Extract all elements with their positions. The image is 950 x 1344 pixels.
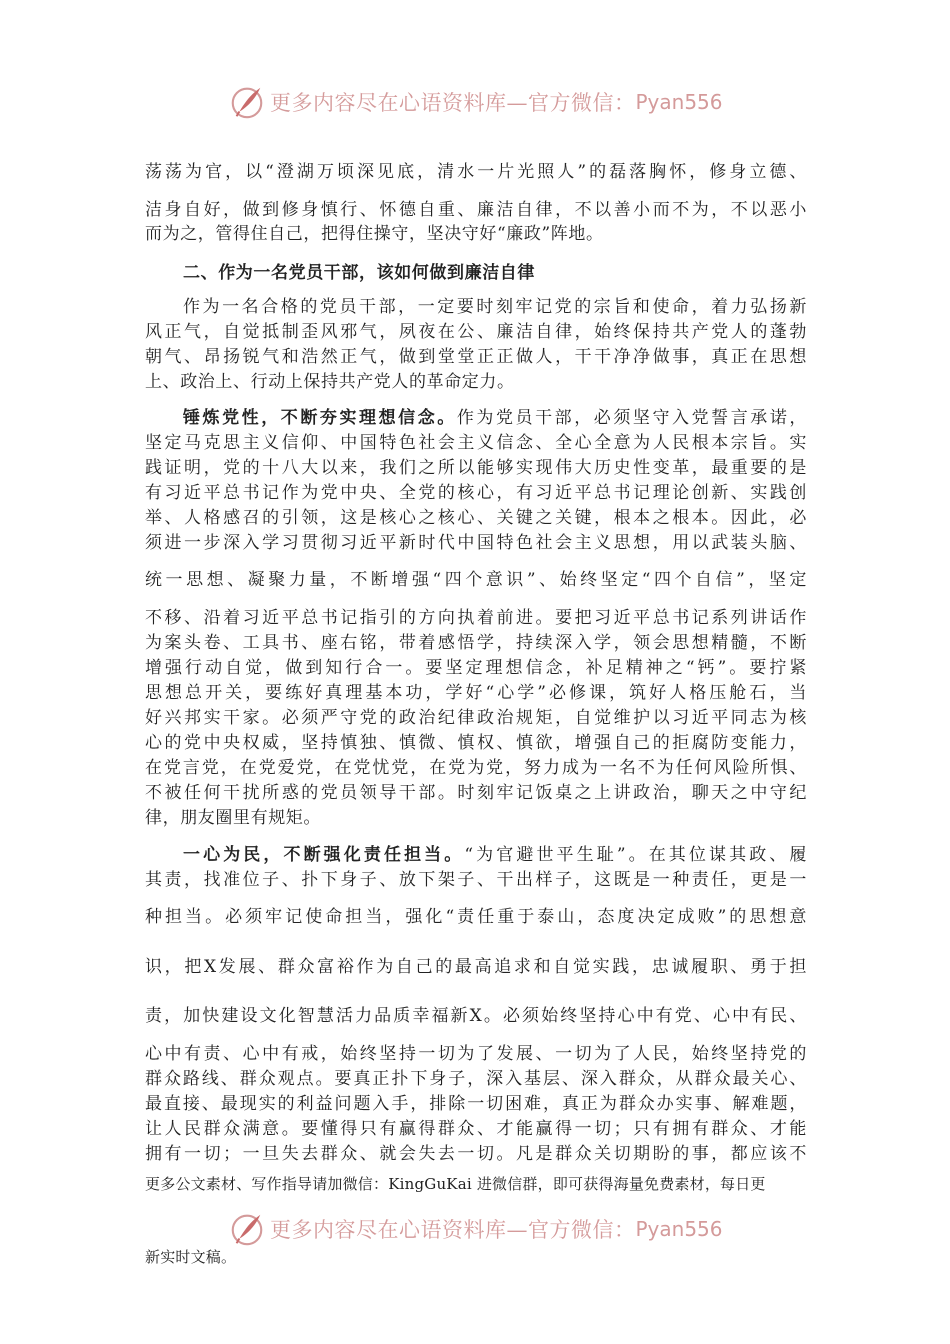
text-line: 好兴邦实干家。必须严守党的政治纪律政治规矩，自觉维护以习近平同志为核 (145, 708, 807, 728)
text-line: 坚定马克思主义信仰、中国特色社会主义信念、全心全意为人民根本宗旨。实 (145, 433, 807, 453)
text-line: 风正气，自觉抵制歪风邪气，夙夜在公、廉洁自律，始终保持共产党人的蓬勃 (145, 322, 807, 342)
lead-rest: “为官避世平生耻”。在其位谋其政、履 (464, 845, 807, 865)
banner-wechat-id: Pyan556 (635, 90, 723, 114)
header-watermark (228, 82, 723, 122)
text-line: 而为之，管得住自己，把得住操守，坚决守好“廉政”阵地。 (145, 224, 604, 244)
paragraph-lead-line (183, 407, 807, 429)
text-line: 增强行动自觉，做到知行合一。要坚定理想信念，补足精神之“钙”。要拧紧 (145, 658, 807, 678)
text-line: 心中有责、心中有戒，始终坚持一切为了发展、一切为了人民，始终坚持党的 (145, 1044, 807, 1064)
text-line: 种担当。必须牢记使命担当，强化“责任重于泰山，态度决定成败”的思想意 (145, 907, 807, 927)
footer-watermark (228, 1209, 723, 1249)
text-line: 不移、沿着习近平总书记指引的方向执着前进。要把习近平总书记系列讲话作 (145, 608, 807, 628)
text-line: 拥有一切；一旦失去群众、就会失去一切。凡是群众关切期盼的事，都应该不 (145, 1144, 807, 1164)
text-line: 荡荡为官，以“澄湖万顷深见底，清水一片光照人”的磊落胸怀，修身立德、 (145, 162, 807, 182)
text-line: 有习近平总书记作为党中央、全党的核心，有习近平总书记理论创新、实践创 (145, 483, 807, 503)
text-line: 朝气、昂扬锐气和浩然正气，做到堂堂正正做人，干干净净做事，真正在思想 (145, 347, 807, 367)
text-line: 识，把X发展、群众富裕作为自己的最高追求和自觉实践，忠诚履职、勇于担 (145, 957, 807, 977)
footer-promo-text: 更多公文素材、写作指导请加微信：KingGuKai 进微信群，即可获得海量免费素材，每日更 (145, 1175, 766, 1193)
text-line: 让人民群众满意。要懂得只有赢得群众、才能赢得一切；只有拥有群众、才能 (145, 1119, 807, 1139)
text-line: 其责，找准位子、扑下身子、放下架子、干出样子，这既是一种责任，更是一 (145, 870, 807, 890)
lead-phrase: 锤炼党性，不断夯实理想信念。 (183, 408, 457, 428)
quill-logo-icon (228, 83, 266, 121)
text-line: 为案头卷、工具书、座右铭，带着感悟学，持续深入学，领会思想精髓，不断 (145, 633, 807, 653)
text-line: 在党言党，在党爱党，在党忧党，在党为党，努力成为一名不为任何风险所惧、 (145, 758, 807, 778)
quill-logo-icon (228, 1210, 266, 1248)
text-line: 律，朋友圈里有规矩。 (145, 808, 321, 828)
text-line: 最直接、最现实的利益问题入手，排除一切困难，真正为群众办实事、解难题， (145, 1094, 807, 1114)
text-line: 统一思想、凝聚力量，不断增强“四个意识”、始终坚定“四个自信”，坚定 (145, 570, 807, 590)
footer-promo-text-end: 新实时文稿。 (145, 1248, 237, 1266)
text-line: 作为一名合格的党员干部，一定要时刻牢记党的宗旨和使命，着力弘扬新 (183, 297, 807, 317)
text-line: 责，加快建设文化智慧活力品质幸福新X。必须始终坚持心中有党、心中有民、 (145, 1006, 807, 1026)
text-line: 心的党中央权威，坚持慎独、慎微、慎权、慎欲，增强自己的拒腐防变能力， (145, 733, 807, 753)
text-line: 上、政治上、行动上保持共产党人的革命定力。 (145, 372, 515, 392)
text-line: 不被任何干扰所惑的党员领导干部。时刻牢记饭桌之上讲政治，聊天之中守纪 (145, 783, 807, 803)
text-line: 洁身自好，做到修身慎行、怀德自重、廉洁自律，不以善小而不为，不以恶小 (145, 200, 807, 220)
paragraph-lead-line (183, 844, 807, 866)
text-line: 须进一步深入学习贯彻习近平新时代中国特色社会主义思想，用以武装头脑、 (145, 533, 807, 553)
lead-phrase: 一心为民，不断强化责任担当。 (183, 845, 465, 865)
banner-text: 更多内容尽在心语资料库—官方微信： (270, 91, 636, 115)
text-line: 践证明，党的十八大以来，我们之所以能够实现伟大历史性变革，最重要的是 (145, 458, 807, 478)
section-heading: 二、作为一名党员干部，该如何做到廉洁自律 (183, 263, 535, 283)
banner-wechat-id: Pyan556 (635, 1217, 723, 1241)
text-line: 群众路线、群众观点。要真正扑下身子，深入基层、深入群众，从群众最关心、 (145, 1069, 807, 1089)
lead-rest: 作为党员干部，必须坚守入党誓言承诺， (456, 408, 807, 428)
banner-text: 更多内容尽在心语资料库—官方微信： (270, 1218, 636, 1242)
text-line: 思想总开关，要练好真理基本功，学好“心学”必修课，筑好人格压舱石，当 (145, 683, 807, 703)
text-line: 举、人格感召的引领，这是核心之核心、关键之关键，根本之根本。因此，必 (145, 508, 807, 528)
